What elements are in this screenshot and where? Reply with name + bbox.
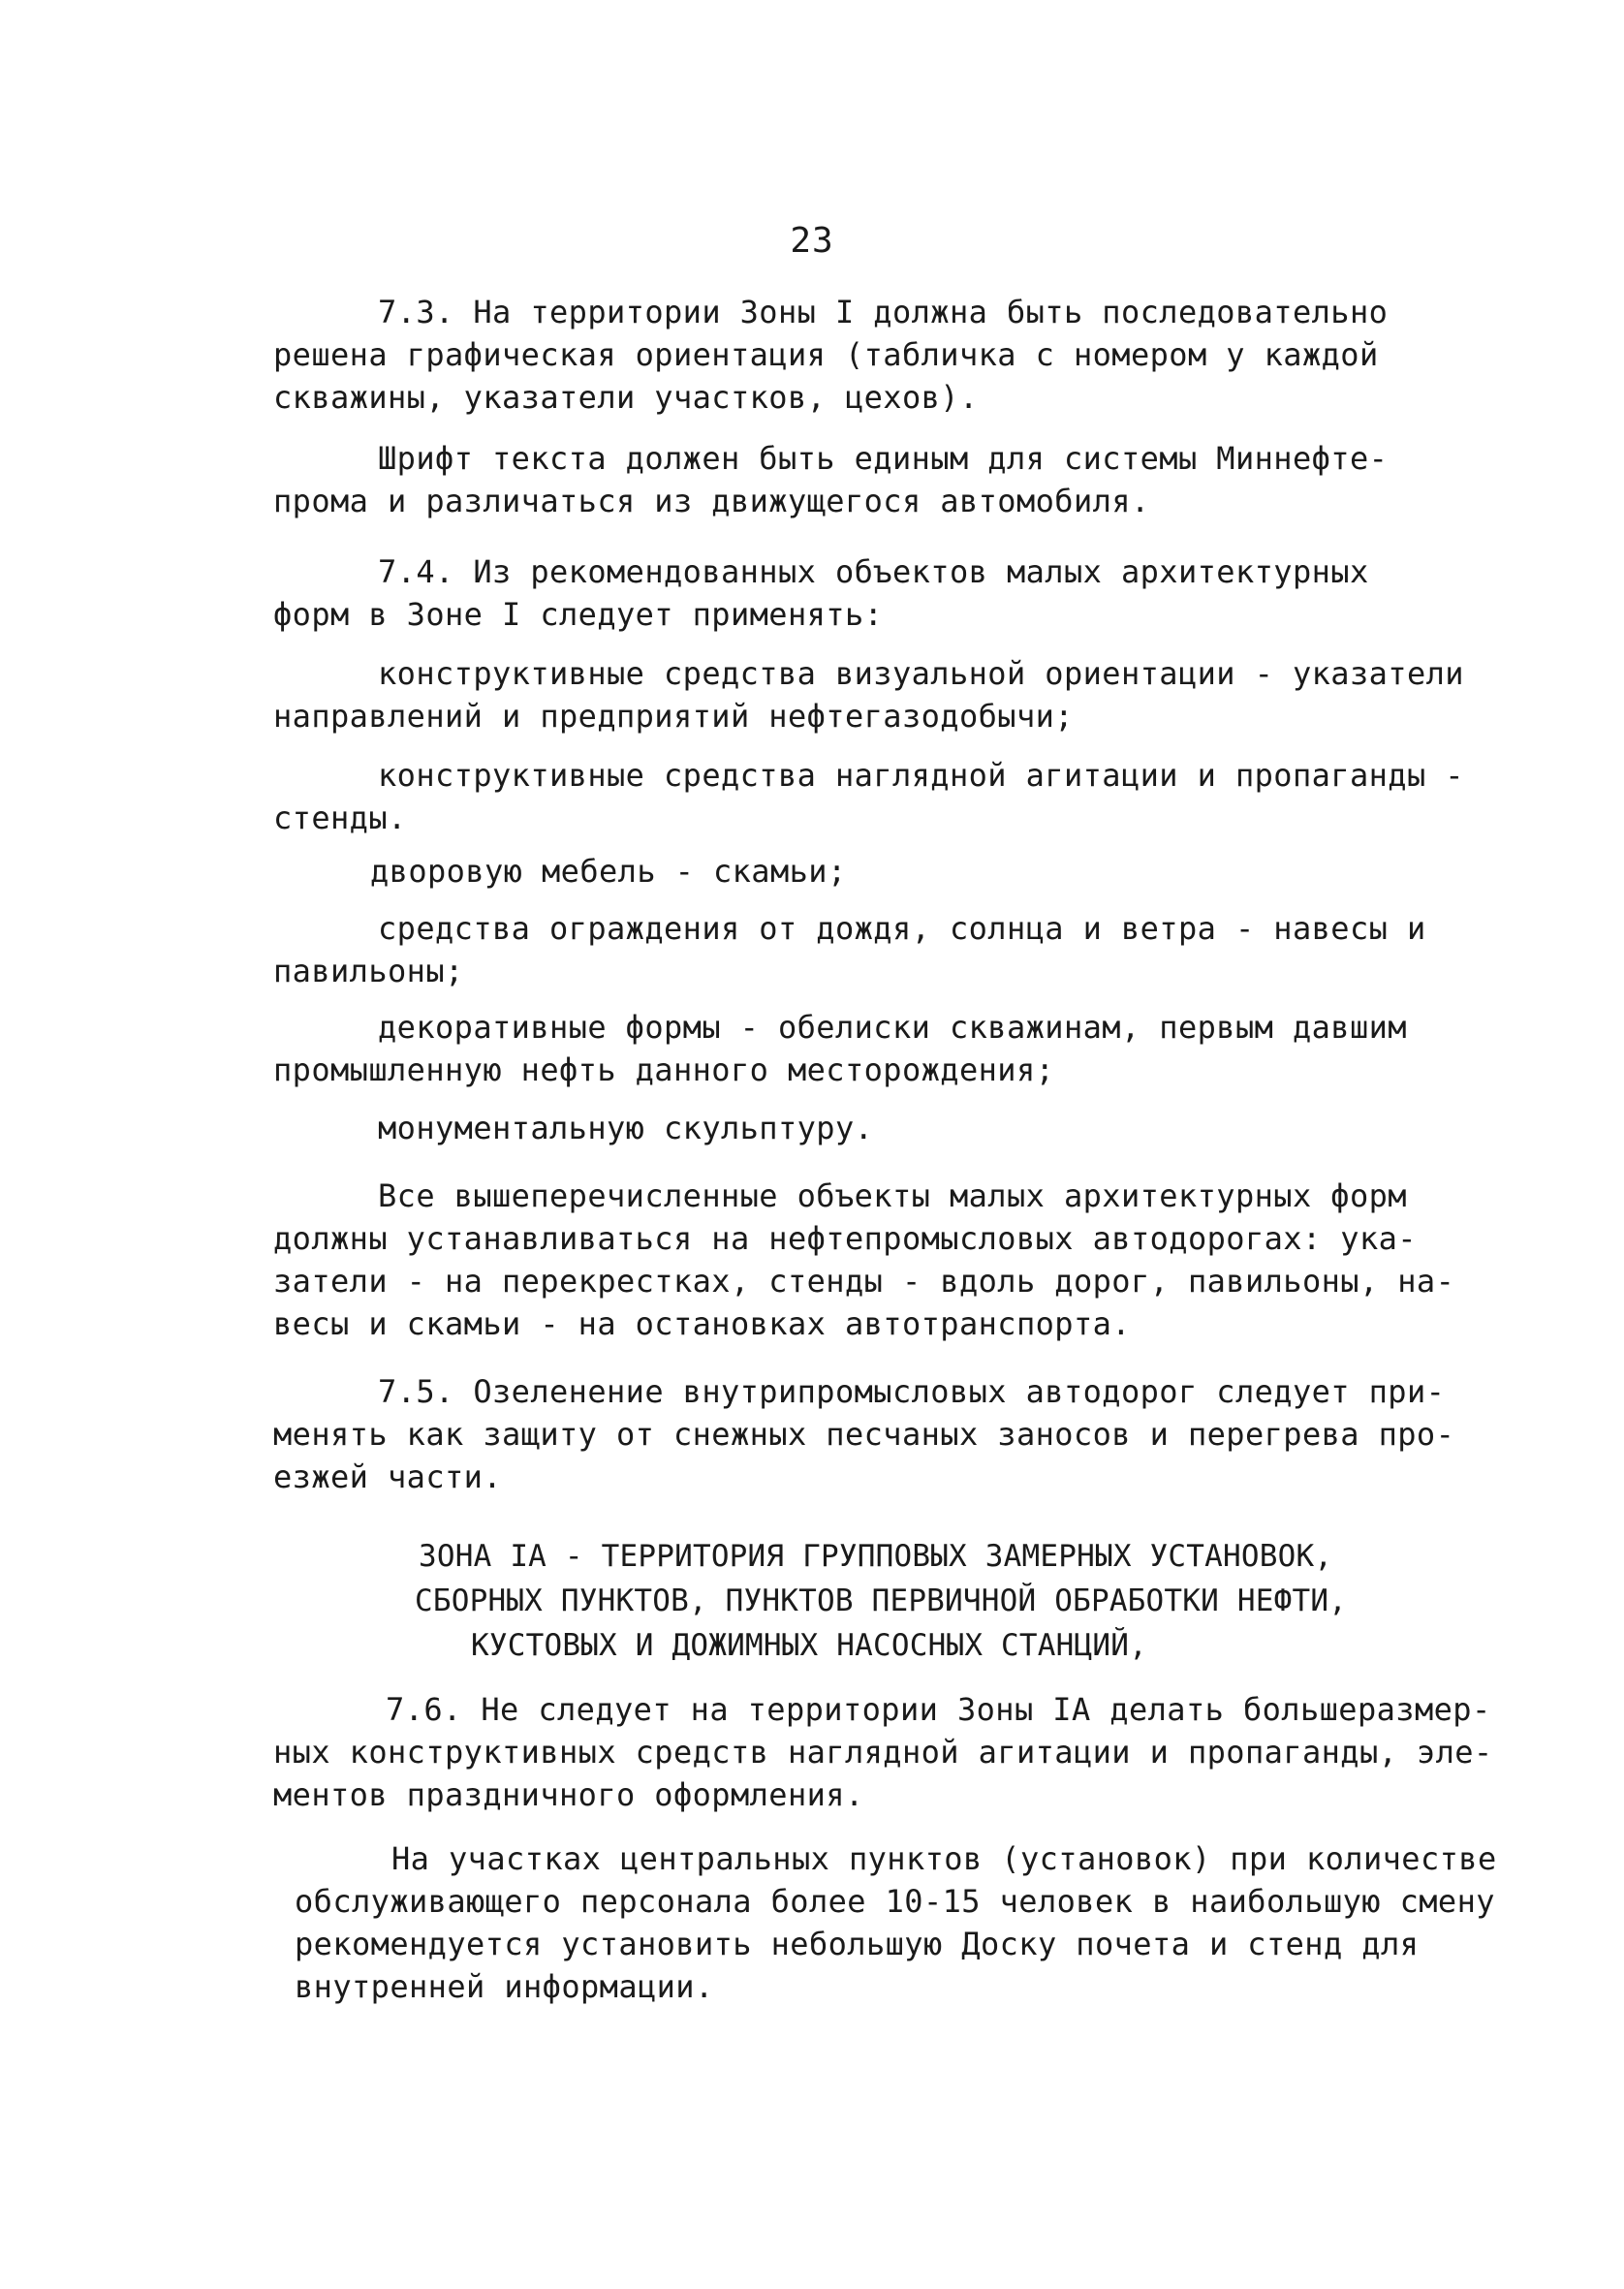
text-line: ных конструктивных средств наглядной агитации и пропаганды, эле- [273,1734,1493,1771]
text-line: затели - на перекрестках, стенды - вдоль дорог, павильоны, на- [273,1263,1455,1300]
text-line: дворовую мебель - скамьи; [370,853,847,890]
text-line: 7.3. На территории Зоны I должна быть последовательно [378,294,1389,330]
text-line: средства ограждения от дождя, солнца и ветра - навесы и [378,910,1426,947]
text-line: решена графическая ориентация (табличка с номером у каждой [273,336,1379,373]
section-heading-line: КУСТОВЫХ И ДОЖИМНЫХ НАСОСНЫХ СТАНЦИЙ, [471,1628,1147,1663]
text-line: менять как защиту от снежных песчаных заносов и перегрева про- [273,1416,1455,1453]
text-line: промышленную нефть данного месторождения; [273,1051,1055,1088]
text-line: рекомендуется установить небольшую Доску почета и стенд для [295,1926,1420,1962]
page-number: 23 [790,221,834,261]
text-line: 7.6. Не следует на территории Зоны IА делать большеразмер- [386,1691,1491,1728]
text-line: конструктивные средства наглядной агитации и пропаганды - [378,757,1464,794]
text-line: ментов праздничного оформления. [273,1776,864,1813]
section-heading-line: ЗОНА IА - ТЕРРИТОРИЯ ГРУППОВЫХ ЗАМЕРНЫХ УСТАНОВОК, [419,1539,1333,1574]
text-line: монументальную скульптуру. [378,1110,874,1146]
text-line: направлений и предприятий нефтегазодобычи; [273,698,1074,735]
text-line: декоративные формы - обелиски скважинам, первым давшим [378,1009,1407,1046]
text-line: обслуживающего персонала более 10-15 человек в наибольшую смену [295,1883,1495,1920]
text-line: форм в Зоне I следует применять: [273,596,884,633]
text-line: езжей части. [273,1458,502,1495]
text-line: прома и различаться из движущегося автомобиля. [273,483,1150,519]
text-line: Шрифт текста должен быть единым для системы Миннефте- [378,440,1389,477]
text-line: На участках центральных пунктов (установок) при количестве [391,1840,1497,1877]
text-line: скважины, указатели участков, цехов). [273,379,979,416]
text-line: Все вышеперечисленные объекты малых архитектурных форм [378,1177,1407,1214]
text-line: стенды. [273,800,407,836]
text-line: 7.5. Озеленение внутрипромысловых автодорог следует при- [378,1373,1446,1410]
text-line: конструктивные средства визуальной ориентации - указатели [378,655,1464,692]
text-line: весы и скамьи - на остановках автотранспорта. [273,1305,1131,1342]
text-line: павильоны; [273,953,464,989]
text-line: 7.4. Из рекомендованных объектов малых архитектурных [378,553,1369,590]
text-line: внутренней информации. [295,1968,714,2005]
text-line: должны устанавливаться на нефтепромысловых автодорогах: ука- [273,1220,1417,1257]
section-heading-line: СБОРНЫХ ПУНКТОВ, ПУНКТОВ ПЕРВИЧНОЙ ОБРАБОТКИ НЕФТИ, [415,1583,1348,1618]
